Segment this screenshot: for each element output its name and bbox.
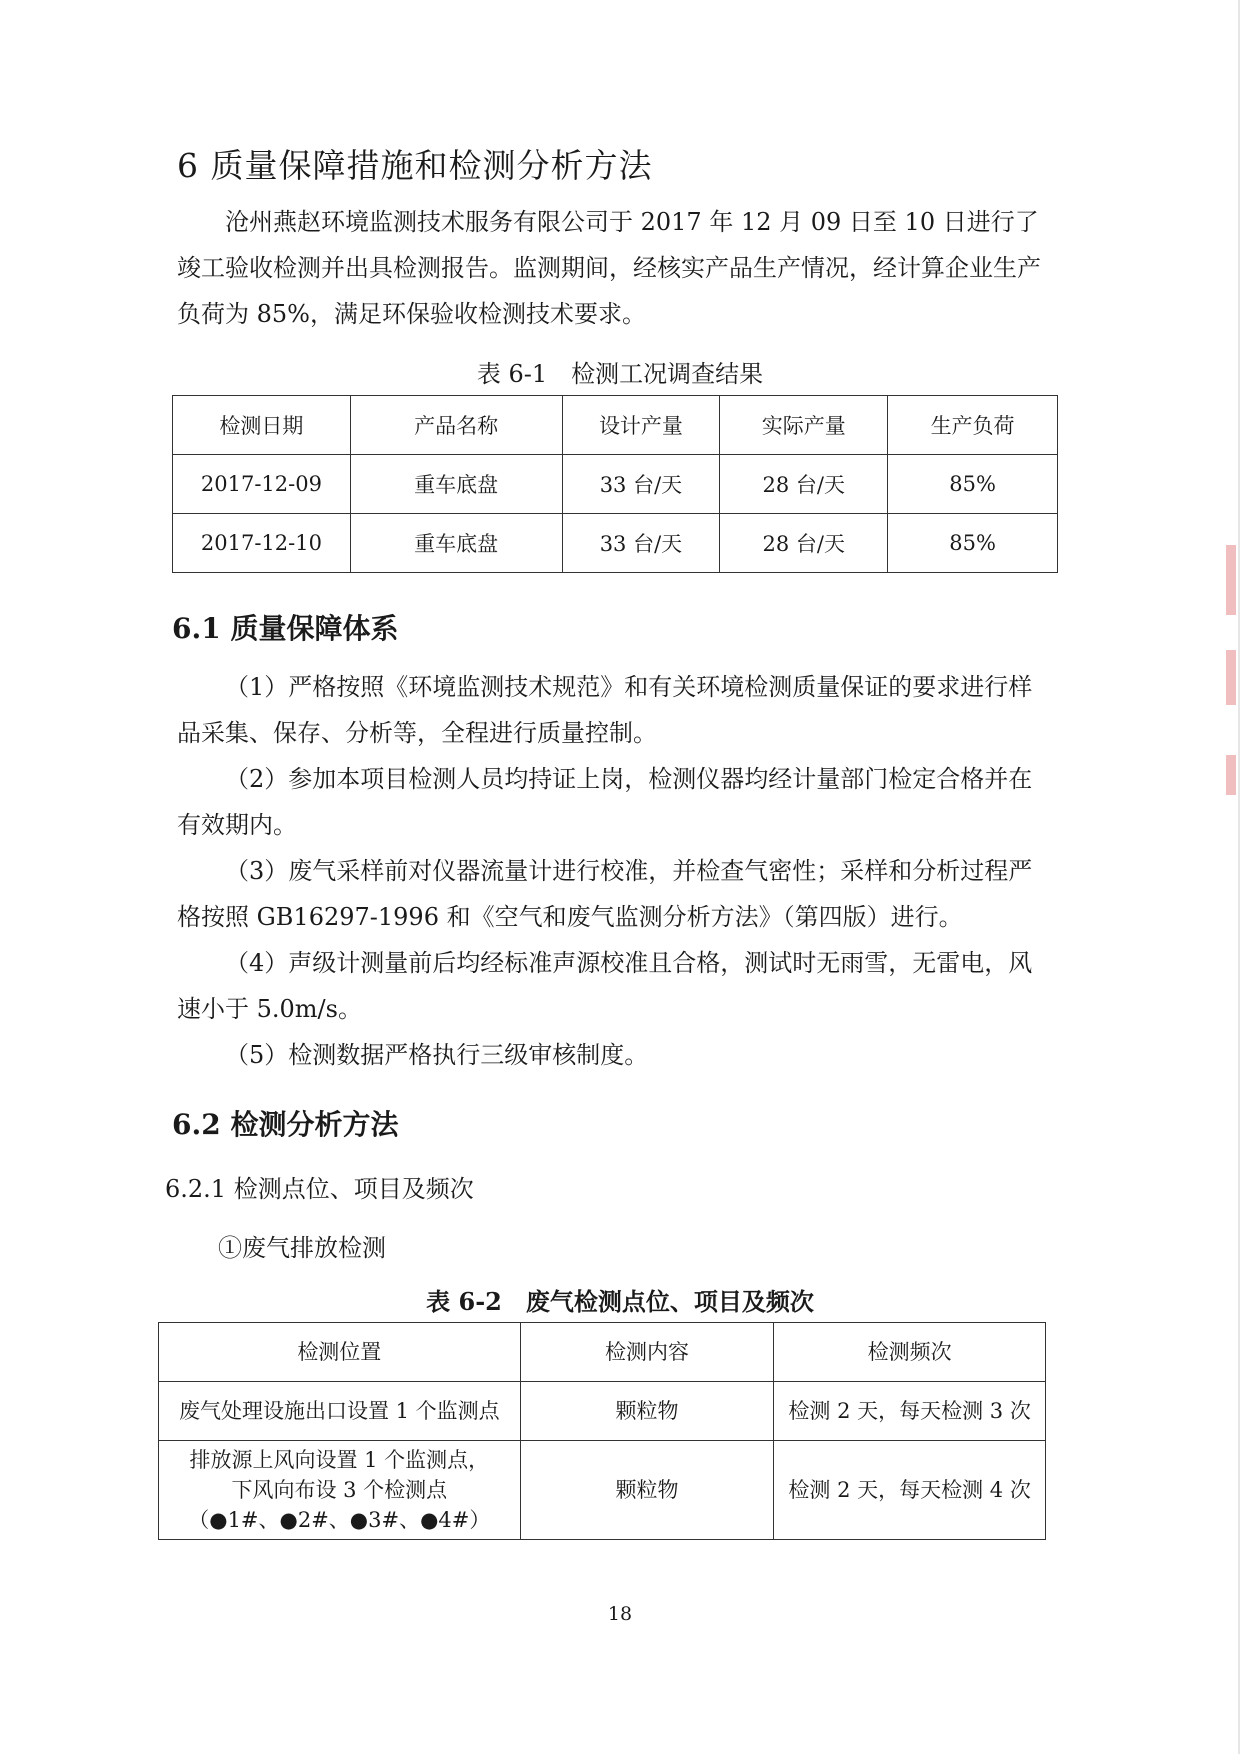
table-cell: 28 台/天 bbox=[720, 514, 888, 573]
work-condition-table bbox=[172, 395, 1058, 573]
header-cell: 实际产量 bbox=[720, 396, 888, 455]
quality-item-5: （5）检测数据严格执行三级审核制度。 bbox=[225, 1041, 649, 1069]
quality-item-2: （2）参加本项目检测人员均持证上岗，检测仪器均经计量部门检定合格并在有效期内。 bbox=[177, 765, 1033, 839]
table-cell bbox=[159, 1441, 521, 1540]
section-6-2-title: 6.2 检测分析方法 bbox=[172, 1108, 399, 1141]
intro-paragraph: 沧州燕赵环境监测技术服务有限公司于 2017 年 12 月 09 日至 10 日进行了竣工验收检测并出具检测报告。监测期间，经核实产品生产情况，经计算企业生产负荷为 85%，满足环保验收检测技术要求。 bbox=[177, 208, 1041, 328]
table-cell: 2017-12-09 bbox=[173, 455, 351, 514]
exhaust-monitoring-table bbox=[158, 1322, 1046, 1540]
table-1-caption: 表 6-1 检测工况调查结果 bbox=[476, 360, 764, 388]
location-line: 排放源上风向设置 1 个监测点， bbox=[189, 1448, 490, 1472]
table-cell: 85% bbox=[888, 455, 1058, 514]
section-6-1-title: 6.1 质量保障体系 bbox=[172, 612, 399, 645]
quality-item-1: （1）严格按照《环境监测技术规范》和有关环境检测质量保证的要求进行样品采集、保存、分析等，全程进行质量控制。 bbox=[177, 673, 1033, 747]
table-cell: 颗粒物 bbox=[520, 1382, 774, 1441]
quality-item-4: （4）声级计测量前后均经标准声源校准且合格，测试时无雨雪，无雷电，风速小于 5.0m/s。 bbox=[177, 949, 1033, 1023]
location-line: 下风向布设 3 个检测点 bbox=[231, 1478, 448, 1502]
seal-fragment bbox=[1226, 755, 1236, 795]
header-cell: 检测日期 bbox=[173, 396, 351, 455]
seal-fragment bbox=[1226, 650, 1236, 705]
table-header-row bbox=[173, 396, 1058, 455]
table-header-row bbox=[159, 1323, 1046, 1382]
quality-item-3: （3）废气采样前对仪器流量计进行校准，并检查气密性；采样和分析过程严格按照 GB16297-1996 和《空气和废气监测分析方法》（第四版）进行。 bbox=[177, 857, 1033, 931]
table-cell: 废气处理设施出口设置 1 个监测点 bbox=[159, 1382, 521, 1441]
table-row bbox=[159, 1382, 1046, 1441]
table-cell: 33 台/天 bbox=[562, 455, 720, 514]
table-cell: 2017-12-10 bbox=[173, 514, 351, 573]
table-row bbox=[159, 1441, 1046, 1540]
exhaust-monitoring-label: ①废气排放检测 bbox=[218, 1234, 386, 1262]
header-cell: 生产负荷 bbox=[888, 396, 1058, 455]
table-cell: 重车底盘 bbox=[350, 455, 562, 514]
table-2-caption: 表 6-2 废气检测点位、项目及频次 bbox=[426, 1287, 814, 1316]
seal-fragment bbox=[1226, 545, 1236, 615]
header-cell: 产品名称 bbox=[350, 396, 562, 455]
table-row bbox=[173, 455, 1058, 514]
page-number: 18 bbox=[607, 1603, 633, 1625]
header-cell: 检测频次 bbox=[774, 1323, 1046, 1382]
table-cell: 28 台/天 bbox=[720, 455, 888, 514]
table-cell: 检测 2 天，每天检测 3 次 bbox=[774, 1382, 1046, 1441]
table-cell: 85% bbox=[888, 514, 1058, 573]
subsection-6-2-1: 6.2.1 检测点位、项目及频次 bbox=[165, 1175, 474, 1203]
header-cell: 设计产量 bbox=[562, 396, 720, 455]
header-cell: 检测位置 bbox=[159, 1323, 521, 1382]
table-cell: 重车底盘 bbox=[350, 514, 562, 573]
table-row bbox=[173, 514, 1058, 573]
location-line: （●1#、●2#、●3#、●4#） bbox=[188, 1508, 491, 1532]
header-cell: 检测内容 bbox=[520, 1323, 774, 1382]
table-cell: 检测 2 天，每天检测 4 次 bbox=[774, 1441, 1046, 1540]
section-title: 6 质量保障措施和检测分析方法 bbox=[177, 146, 653, 185]
table-cell: 颗粒物 bbox=[520, 1441, 774, 1540]
table-cell: 33 台/天 bbox=[562, 514, 720, 573]
